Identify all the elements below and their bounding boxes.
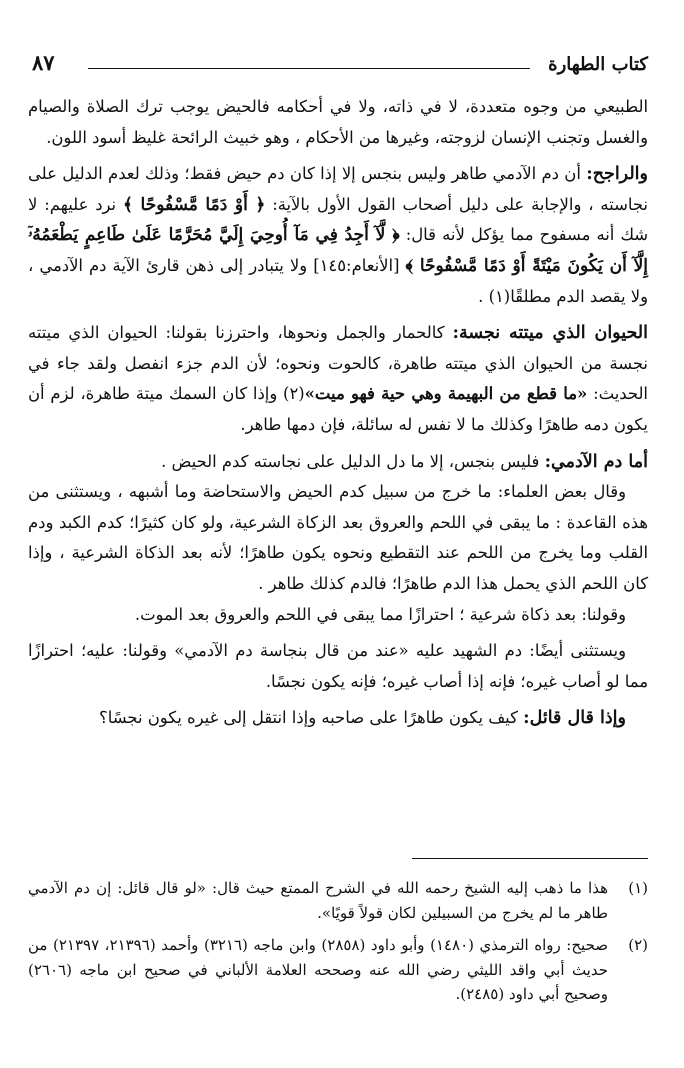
quran-verse-2: ﴿ لَّآ أَجِدُ فِي مَآ أُوحِيَ إِلَيَّ مُحَرَّمًا عَلَىٰ طَاعِمٍ يَطْعَمُهُۥٓ إِلَّآ أَن يَكُونَ مَيْتَةً أَوْ دَمًا مَّسْفُوحًا ﴾ (28, 225, 649, 276)
paragraph-2-text-1: أن دم الآدمي طاهر وليس بنجس إلا إذا كان دم حيض فقط؛ وذلك لعدم الدليل على نجاسته ، والإجابة على دليل أصحاب القول الأول بالآية: (28, 164, 648, 214)
paragraph-6: وقولنا: بعد ذكاة شرعية ؛ احترازًا مما يبقى في اللحم والعروق بعد الموت. (134, 604, 626, 624)
paragraph-3-lead: الحيوان الذي ميتته نجسة: (452, 323, 648, 344)
footnote-separator (412, 858, 648, 859)
footnotes (28, 876, 648, 1015)
footnote-2 (28, 933, 648, 1007)
paragraph-2-text-3: [الأنعام:١٤٥] ولا يتبادر إلى ذهن قارئ الآية دم الآدمي ، ولا يقصد الدم مطلقًا(١) . (28, 255, 648, 306)
paragraph-7: ويستثنى أيضًا: دم الشهيد عليه «عند من قال بنجاسة دم الآدمي» وقولنا: عليه؛ احترازًا مما لو أصاب غيره؛ فإنه إذا أصاب غيره؛ فإنه يكون نجسًا. (28, 641, 648, 691)
paragraph-2-text-2: نرد عليهم: لا شك أنه مسفوح مما يؤكل لأنه قال: (28, 194, 648, 245)
paragraph-2 (28, 159, 648, 312)
paragraph-4-text: فليس بنجس، إلا ما دل الدليل على نجاسته كدم الحيض . (161, 451, 545, 471)
paragraph-5: وقال بعض العلماء: ما خرج من سبيل كدم الحيض والاستحاضة وما أشبهه ، ويستثنى من هذه القاعدة : ما يبقى في اللحم والعروق بعد الزكاة الشرعية، ولو كان كثيرًا؛ كدم الكبد ودم القلب وما يخرج من اللحم عند التقطيع ونحوه يكون طاهرًا؛ لأنه بعد الذكاة الشرعية ، وإذا كان اللحم الذي يحمل هذا الدم طاهرًا؛ فالدم كذلك طاهر . (28, 482, 648, 593)
quran-verse-1: ﴿ أَوْ دَمًا مَّسْفُوحًا ﴾ (122, 194, 266, 215)
paragraph-3 (28, 318, 648, 440)
paragraph-2-lead: والراجح: (586, 164, 648, 185)
footnote-2-number: (٢) (628, 936, 648, 954)
footnote-1 (28, 876, 648, 925)
page-number: ٨٧ (32, 50, 55, 75)
paragraph-8-text: كيف يكون طاهرًا على صاحبه وإذا انتقل إلى غيره يكون نجسًا؟ (99, 708, 524, 728)
paragraph-4-lead: أما دم الآدمي: (544, 451, 648, 472)
paragraph-3-text-1: كالحمار والجمل ونحوها، واحترزنا بقولنا: الحيوان الذي ميتته نجسة من الحيوان الذي ميتته طاهرة، كالحوت ونحوه؛ لأن الدم جزء انفصل ولقد جاء في الحديث: (28, 323, 648, 404)
paragraph-4 (28, 447, 648, 478)
main-text (28, 92, 648, 734)
header-rule (88, 68, 530, 69)
paragraph-3-text-2: (٢) وإذا كان السمك ميتة طاهرة، لزم أن يكون دمه طاهرًا وكذلك ما لا نفس له سائلة، فإن دمها طاهر. (28, 384, 648, 434)
paragraph-8-lead: وإذا قال قائل: (523, 708, 626, 729)
paragraph-8 (28, 703, 648, 734)
running-title: كتاب الطهارة (548, 54, 648, 75)
page-header (30, 50, 648, 84)
footnote-1-text: هذا ما ذهب إليه الشيخ رحمه الله في الشرح الممتع حيث قال: «لو قال قائل: إن دم الآدمي طاهر ما لم يخرج من السبيلين لكان قولاً قويًا». (28, 879, 608, 922)
paragraph-1: الطبيعي من وجوه متعددة، لا في ذاته، ولا في أحكامه فالحيض يوجب ترك الصلاة والصيام والغسل وتجنب الإنسان لزوجته، وغيرها من الأحكام ، وهو خبيث الرائحة غليظ أسود اللون. (28, 97, 648, 147)
footnote-2-text: صحيح: رواه الترمذي (١٤٨٠) وأبو داود (٢٨٥٨) وابن ماجه (٣٢١٦) وأحمد (٢١٣٩٦، ٢١٣٩٧) من حديث أبي واقد الليثي رضي الله عنه وصححه العلامة الألباني في صحيح ابن ماجه (٢٦٠٦) وصحيح أبي داود (٢٤٨٥). (28, 936, 608, 1003)
footnote-1-number: (١) (628, 879, 648, 897)
hadith-quote: «ما قطع من البهيمة وهي حية فهو ميت» (304, 384, 588, 404)
